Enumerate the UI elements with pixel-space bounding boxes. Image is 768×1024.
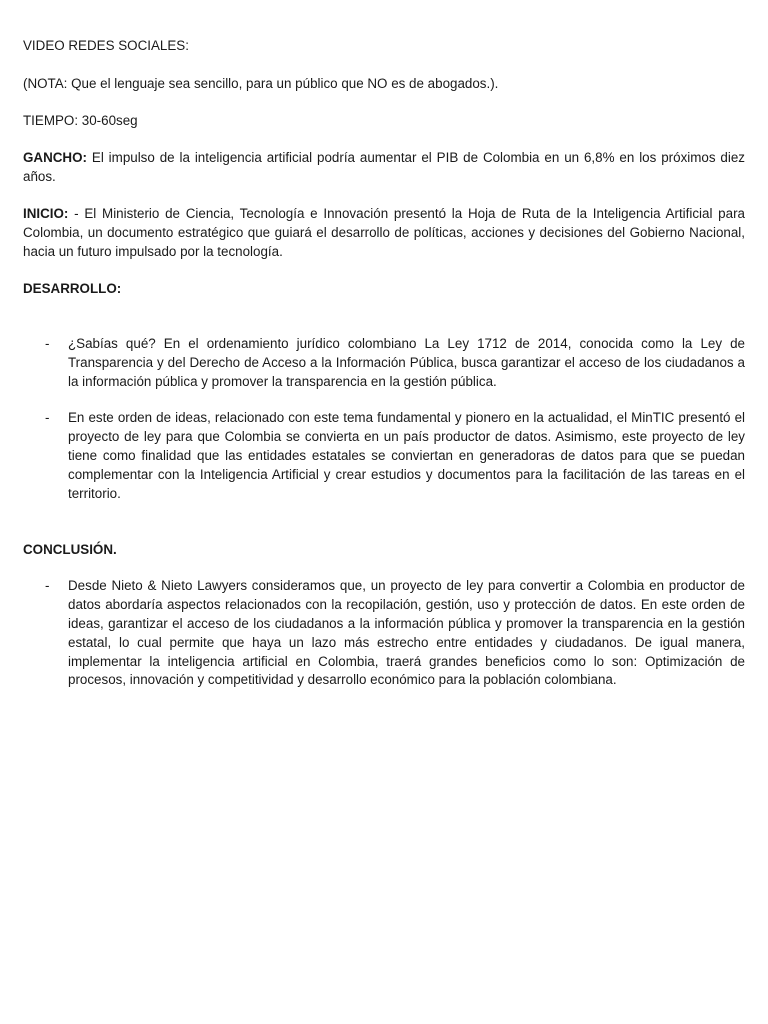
development-heading: DESARROLLO: — [23, 281, 122, 296]
document-page — [23, 36, 745, 690]
document-title: VIDEO REDES SOCIALES: — [23, 38, 189, 53]
start-paragraph — [23, 204, 745, 261]
list-item-text: ¿Sabías qué? En el ordenamiento jurídico colombiano La Ley 1712 de 2014, conocida como la Ley de Transparencia y del Derecho de Acceso a la Información Pública, busca garantizar el acceso de los ciudadanos a la información pública y promover la transparencia en la gestión pública. — [68, 336, 745, 389]
development-list — [23, 335, 745, 503]
list-item-text: En este orden de ideas, relacionado con este tema fundamental y pionero en la actualidad, el MinTIC presentó el proyecto de ley para que Colombia se convierta en un país productor de datos. Asimismo, este proyecto de ley tiene como finalidad que las entidades estatales se conviertan en generadoras de datos para que se puedan complementar con la Inteligencia Artificial y crear estudios y documentos para la facilitación de las tareas en el territorio. — [68, 410, 745, 501]
conclusion-heading: CONCLUSIÓN. — [23, 542, 117, 558]
time-line: TIEMPO: 30-60seg — [23, 113, 138, 128]
hook-label: GANCHO: — [23, 150, 87, 165]
hook-paragraph — [23, 148, 745, 186]
start-text: - El Ministerio de Ciencia, Tecnología e Innovación presentó la Hoja de Ruta de la Inteligencia Artificial para Colombia, un documento estratégico que guiará el desarrollo de políticas, acciones y decisiones del Gobierno Nacional, hacia un futuro impulsado por la tecnología. — [23, 206, 745, 259]
start-label: INICIO: — [23, 206, 69, 221]
note-line: (NOTA: Que el lenguaje sea sencillo, para un público que NO es de abogados.). — [23, 76, 499, 91]
list-item — [23, 409, 745, 503]
list-item — [23, 335, 745, 391]
hook-text: El impulso de la inteligencia artificial podría aumentar el PIB de Colombia en un 6,8% en los próximos diez años. — [23, 150, 745, 184]
conclusion-list — [23, 577, 745, 690]
list-item-text: Desde Nieto & Nieto Lawyers consideramos que, un proyecto de ley para convertir a Colombia en productor de datos abordaría aspectos relacionados con la recopilación, gestión, uso y protección de datos. En este orden de ideas, garantizar el acceso de los ciudadanos a la información pública y promover la transparencia en la gestión estatal, lo cual permite que haya un lazo más estrecho entre entidades y ciudadanos. De igual manera, implementar la inteligencia artificial en Colombia, traerá grandes beneficios como lo son: Optimización de procesos, innovación y competitividad y desarrollo económico para la población colombiana. — [68, 578, 745, 688]
dash-marker: - — [45, 336, 50, 351]
dash-marker: - — [45, 578, 50, 594]
list-item — [23, 577, 745, 690]
dash-marker: - — [45, 410, 50, 426]
